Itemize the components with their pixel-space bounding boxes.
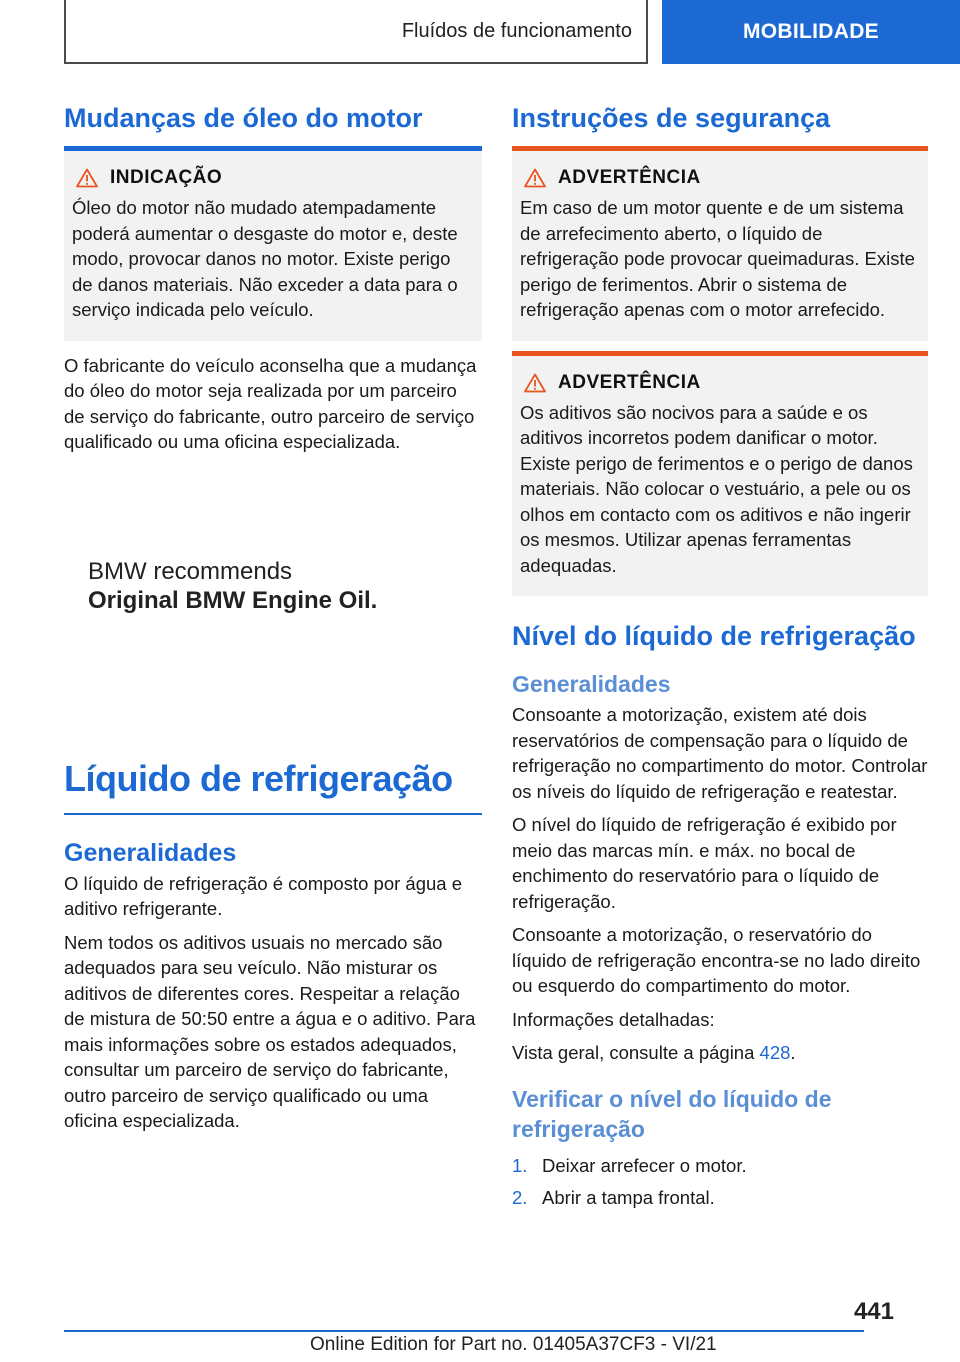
list-item xyxy=(512,1150,928,1182)
overview-reference xyxy=(512,1040,928,1066)
oil-paragraph: O fabricante do veículo aconselha que a mudança do óleo do motor seja realizada por um parceiro de serviço do fabricante, outro parceiro de serviço qualificado ou uma oficina especializada. xyxy=(64,354,477,452)
step-number: 1. xyxy=(512,1154,528,1176)
general-paragraph-1: O líquido de refrigeração é composto por água e aditivo refrigerante. xyxy=(64,872,462,919)
overview-text: Vista geral, consulte a página xyxy=(512,1042,760,1063)
warning1-header xyxy=(520,167,920,189)
warning-box-1 xyxy=(512,151,928,341)
bmw-oil-logo xyxy=(88,557,482,615)
chapter-tab xyxy=(662,0,960,64)
warning2-header xyxy=(520,372,920,394)
warning-triangle-icon xyxy=(76,168,98,188)
step-number: 2. xyxy=(512,1186,528,1208)
level-paragraph-2: O nível do líquido de refrigeração é exibido por meio das marcas mín. e máx. no bocal de enchimento do reservatório para o líquido de refrigeração. xyxy=(512,814,897,912)
note-header xyxy=(72,167,474,189)
note-label: INDICAÇÃO xyxy=(110,167,223,188)
logo-line-2: Original BMW Engine Oil. xyxy=(88,586,378,614)
general-title-right: Generalidades xyxy=(512,671,671,697)
warning1-label: ADVERTÊNCIA xyxy=(558,167,701,188)
page-number: 441 xyxy=(853,1298,894,1325)
edition-text: Online Edition for Part no. 01405A37CF3 - VI/21 xyxy=(310,1334,717,1355)
left-column xyxy=(64,100,482,1134)
page-link-428[interactable]: 428 xyxy=(759,1042,791,1063)
footer-line xyxy=(64,1330,864,1332)
overview-suffix: . xyxy=(790,1042,796,1063)
running-header xyxy=(64,0,648,64)
warning1-text: Em caso de um motor quente e de um sistema de arrefecimento aberto, o líquido de refrigeração pode provocar queimaduras. Existe perigo de ferimentos. Abrir o sistema de refrigeração apenas com o motor arrefecido. xyxy=(520,197,915,320)
step-text: Deixar arrefecer o motor. xyxy=(542,1154,747,1176)
step-text: Abrir a tampa frontal. xyxy=(542,1186,715,1208)
warning2-label: ADVERTÊNCIA xyxy=(558,371,701,393)
details-label: Informações detalhadas: xyxy=(512,1008,715,1030)
general-title-left: Generalidades xyxy=(64,838,237,867)
coolant-chapter-title: Líquido de refrigeração xyxy=(64,757,453,799)
level-paragraph-1: Consoante a motorização, existem até dois reservatórios de compensação para o líquido de refrigeração no compartimento do motor. Controlar os níveis do líquido de refrigeração e reatestar. xyxy=(512,704,928,802)
list-item xyxy=(512,1182,928,1214)
safety-title: Instruções de segurança xyxy=(512,103,831,133)
warning-triangle-icon xyxy=(524,373,546,393)
right-column xyxy=(512,100,928,1214)
warning2-text: Os aditivos são nocivos para a saúde e os aditivos incorretos podem danificar o motor. Existe perigo de ferimentos e o perigo de danos materiais. Não colocar o vestuário, a pele ou os olhos em contacto com os aditivos e não ingerir os mesmos. Utilizar apenas ferramentas adequadas. xyxy=(520,401,913,576)
chapter-tab-label: MOBILIDADE xyxy=(743,20,879,43)
logo-line-1: BMW recommends xyxy=(88,557,293,585)
warning-box-2 xyxy=(512,356,928,597)
chapter-underline xyxy=(64,813,482,815)
steps-list xyxy=(512,1150,928,1214)
general-paragraph-2: Nem todos os aditivos usuais no mercado são adequados para seu veículo. Não misturar os aditivos de diferentes cores. Respeitar a relação de mistura de 50:50 entre a água e o aditivo. Para mais informações sobre os estados adequados, consultar um parceiro de serviço do fabricante, outro parceiro de serviço qualificado ou uma oficina especializada. xyxy=(64,931,476,1131)
level-paragraph-3: Consoante a motorização, o reservatório do líquido de refrigeração encontra-se no lado direito ou esquerdo do compartimento do motor. xyxy=(512,924,921,996)
note-box xyxy=(64,151,482,341)
oil-change-title: Mudanças de óleo do motor xyxy=(64,103,423,133)
note-text: Óleo do motor não mudado atempadamente poderá aumentar o desgaste do motor e, deste modo, provocar danos no motor. Existe perigo de danos materiais. Não exceder a data para o serviço indicada pelo veículo. xyxy=(72,197,458,320)
section-name: Fluídos de funcionamento xyxy=(401,19,632,42)
check-level-title: Verificar o nível do líquido de refrigeração xyxy=(512,1085,832,1142)
coolant-level-title: Nível do líquido de refrigeração xyxy=(512,621,916,651)
warning-triangle-icon xyxy=(524,168,546,188)
